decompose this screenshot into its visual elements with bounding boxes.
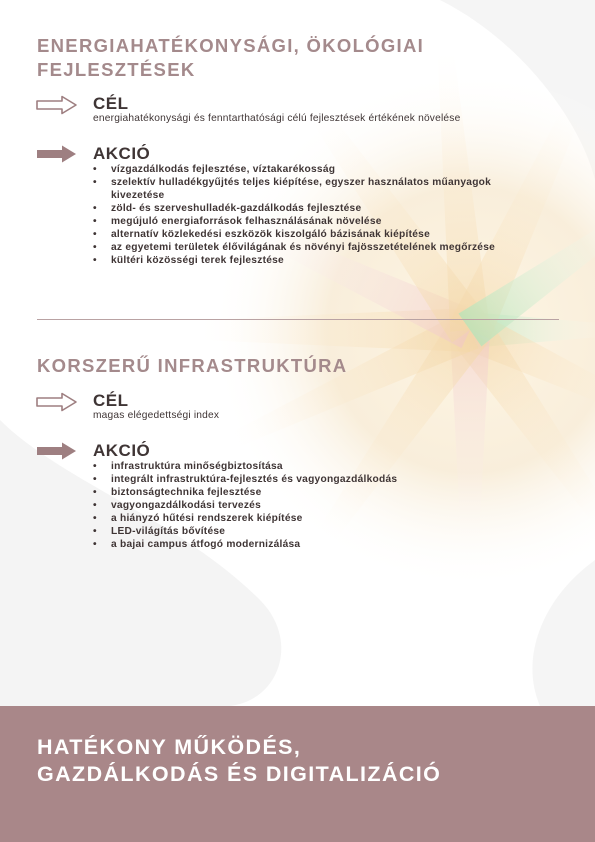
action-list bbox=[93, 163, 513, 267]
list-item: • vagyongazdálkodási tervezés bbox=[93, 499, 513, 512]
footer-title bbox=[37, 734, 441, 788]
list-item: • a hiányzó hűtési rendszerek kiépítése bbox=[93, 512, 513, 525]
outline-arrow-icon bbox=[36, 95, 78, 115]
filled-arrow-icon bbox=[36, 441, 78, 461]
goal-text: energiahatékonysági és fenntarthatósági célú fejlesztések értékének növelése bbox=[93, 113, 461, 124]
footer-title-line2: GAZDÁLKODÁS ÉS DIGITALIZÁCIÓ bbox=[37, 762, 442, 786]
list-item: • megújuló energiaforrások felhasználásának növelése bbox=[93, 215, 513, 228]
action-label: AKCIÓ bbox=[93, 144, 151, 163]
outline-arrow-icon bbox=[36, 392, 78, 412]
list-item: • kültéri közösségi terek fejlesztése bbox=[93, 254, 513, 267]
goal-text: magas elégedettségi index bbox=[93, 410, 220, 421]
goal-label: CÉL bbox=[93, 391, 129, 410]
list-item: • zöld- és szerveshulladék-gazdálkodás fejlesztése bbox=[93, 202, 513, 215]
list-item: • infrastruktúra minőségbiztosítása bbox=[93, 460, 513, 473]
action-label: AKCIÓ bbox=[93, 441, 151, 460]
list-item: • biztonságtechnika fejlesztése bbox=[93, 486, 513, 499]
list-item: • a bajai campus átfogó modernizálása bbox=[93, 538, 513, 551]
list-item: • szelektív hulladékgyűjtés teljes kiépítése, egyszer használatos műanyagok kivezetése bbox=[93, 176, 503, 202]
list-item: • alternatív közlekedési eszközök kiszolgáló bázisának kiépítése bbox=[93, 228, 513, 241]
section-title-infrastructure: KORSZERŰ INFRASTRUKTÚRA bbox=[37, 355, 348, 376]
list-item: • az egyetemi területek élővilágának és növényi fajösszetételének megőrzése bbox=[93, 241, 508, 254]
section-divider bbox=[37, 319, 559, 320]
goal-label: CÉL bbox=[93, 94, 129, 113]
section-title-line2: FEJLESZTÉSEK bbox=[37, 59, 196, 80]
section-title-line1: ENERGIAHATÉKONYSÁGI, ÖKOLÓGIAI bbox=[37, 35, 425, 56]
list-item: • LED-világítás bővítése bbox=[93, 525, 513, 538]
action-list bbox=[93, 460, 513, 551]
footer-title-line1: HATÉKONY MŰKÖDÉS, bbox=[37, 735, 302, 759]
section-title-energy bbox=[37, 34, 424, 82]
list-item: • integrált infrastruktúra-fejlesztés és vagyongazdálkodás bbox=[93, 473, 513, 486]
list-item: • vízgazdálkodás fejlesztése, víztakarékosság bbox=[93, 163, 513, 176]
filled-arrow-icon bbox=[36, 144, 78, 164]
